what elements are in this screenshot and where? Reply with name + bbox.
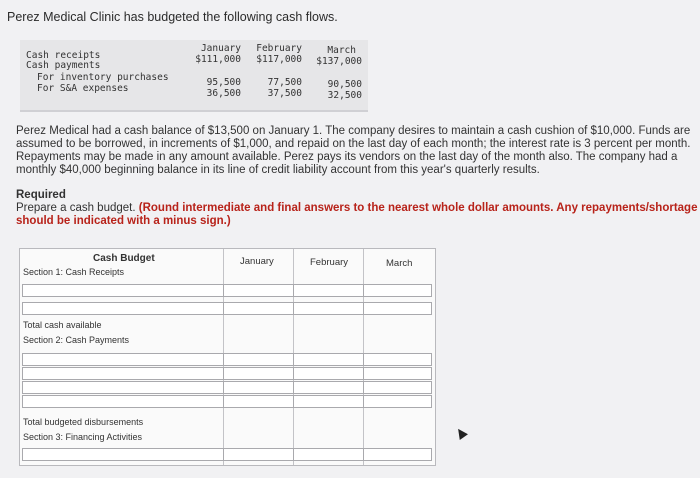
column-january: January [240,256,274,267]
receipts-row-1-march[interactable] [363,285,364,296]
section1-label: Section 1: Cash Receipts [23,267,125,277]
financing-row-1[interactable] [22,448,432,461]
inventory-march: 90,500 [327,79,362,90]
payments-row-4-march[interactable] [363,396,364,407]
cash-budget-table [19,248,436,466]
payments-row-1[interactable] [22,353,432,366]
payments-row-4-february[interactable] [293,396,294,407]
intro-text: Perez Medical Clinic has budgeted the following cash flows. [7,10,338,24]
month-march: March [327,45,356,56]
payments-row-1-february[interactable] [293,354,294,365]
payments-row-1-march[interactable] [363,354,364,365]
section3-label: Section 3: Financing Activities [23,432,143,442]
sga-expenses-label: For S&A expenses [37,83,129,94]
receipts-january: $111,000 [195,54,241,65]
required-instruction: Prepare a cash budget. [16,202,136,214]
financing-row-1-march[interactable] [363,449,364,460]
cash-receipts-label: Cash receipts [26,50,101,61]
payments-row-1-january[interactable] [223,354,224,365]
receipts-row-1[interactable] [22,284,432,297]
mouse-cursor-icon [454,426,468,440]
receipts-row-2-january[interactable] [223,303,224,314]
column-february: February [310,257,349,268]
financing-row-1-january[interactable] [223,449,224,460]
financing-row-1-february[interactable] [293,449,294,460]
inventory-purchases-label: For inventory purchases [37,72,169,83]
total-disbursements-label: Total budgeted disbursements [23,417,144,427]
payments-row-4[interactable] [22,395,432,408]
payments-row-2[interactable] [22,367,432,380]
payments-row-2-january[interactable] [223,368,224,379]
receipts-march: $137,000 [316,56,362,67]
cash-payments-label: Cash payments [26,60,101,71]
section2-label: Section 2: Cash Payments [23,335,130,345]
payments-row-2-february[interactable] [293,368,294,379]
sga-march: 32,500 [327,90,362,101]
receipts-february: $117,000 [256,54,302,65]
receipts-row-2[interactable] [22,302,432,315]
given-cash-flows-table [20,40,368,112]
payments-row-2-march[interactable] [363,368,364,379]
receipts-row-1-february[interactable] [293,285,294,296]
receipts-row-2-march[interactable] [363,303,364,314]
month-january: January [200,43,241,54]
required-heading: Required [16,189,66,201]
receipts-row-2-february[interactable] [293,303,294,314]
receipts-row-1-january[interactable] [223,285,224,296]
payments-row-3-march[interactable] [363,382,364,393]
required-text [16,202,700,228]
inventory-january: 95,500 [206,77,241,88]
total-cash-available-label: Total cash available [23,320,102,330]
sga-january: 36,500 [206,88,241,99]
payments-row-3-january[interactable] [223,382,224,393]
month-february: February [256,43,302,54]
column-march: March [386,258,413,269]
payments-row-3[interactable] [22,381,432,394]
required-rounding-note: (Round intermediate and final answers to the nearest whole dollar amounts. Any repayments/shortage should be indicated with a minus sign.) [16,202,698,227]
payments-row-3-february[interactable] [293,382,294,393]
sga-february: 37,500 [267,88,302,99]
inventory-february: 77,500 [267,77,302,88]
problem-paragraph: Perez Medical had a cash balance of $13,500 on January 1. The company desires to maintain a cash cushion of $10,000. Funds are assumed to be borrowed, in increments of $1,000, and repaid on the last day of each month; the interest rate is 3 percent per month. Repayments may be made in any amount available. Perez pays its vendors on the last day of the month also. The company had a monthly $40,000 beginning balance in its line of credit liability account from this year's quarterly results. [16,125,691,176]
payments-row-4-january[interactable] [223,396,224,407]
cash-budget-title: Cash Budget [93,253,155,264]
